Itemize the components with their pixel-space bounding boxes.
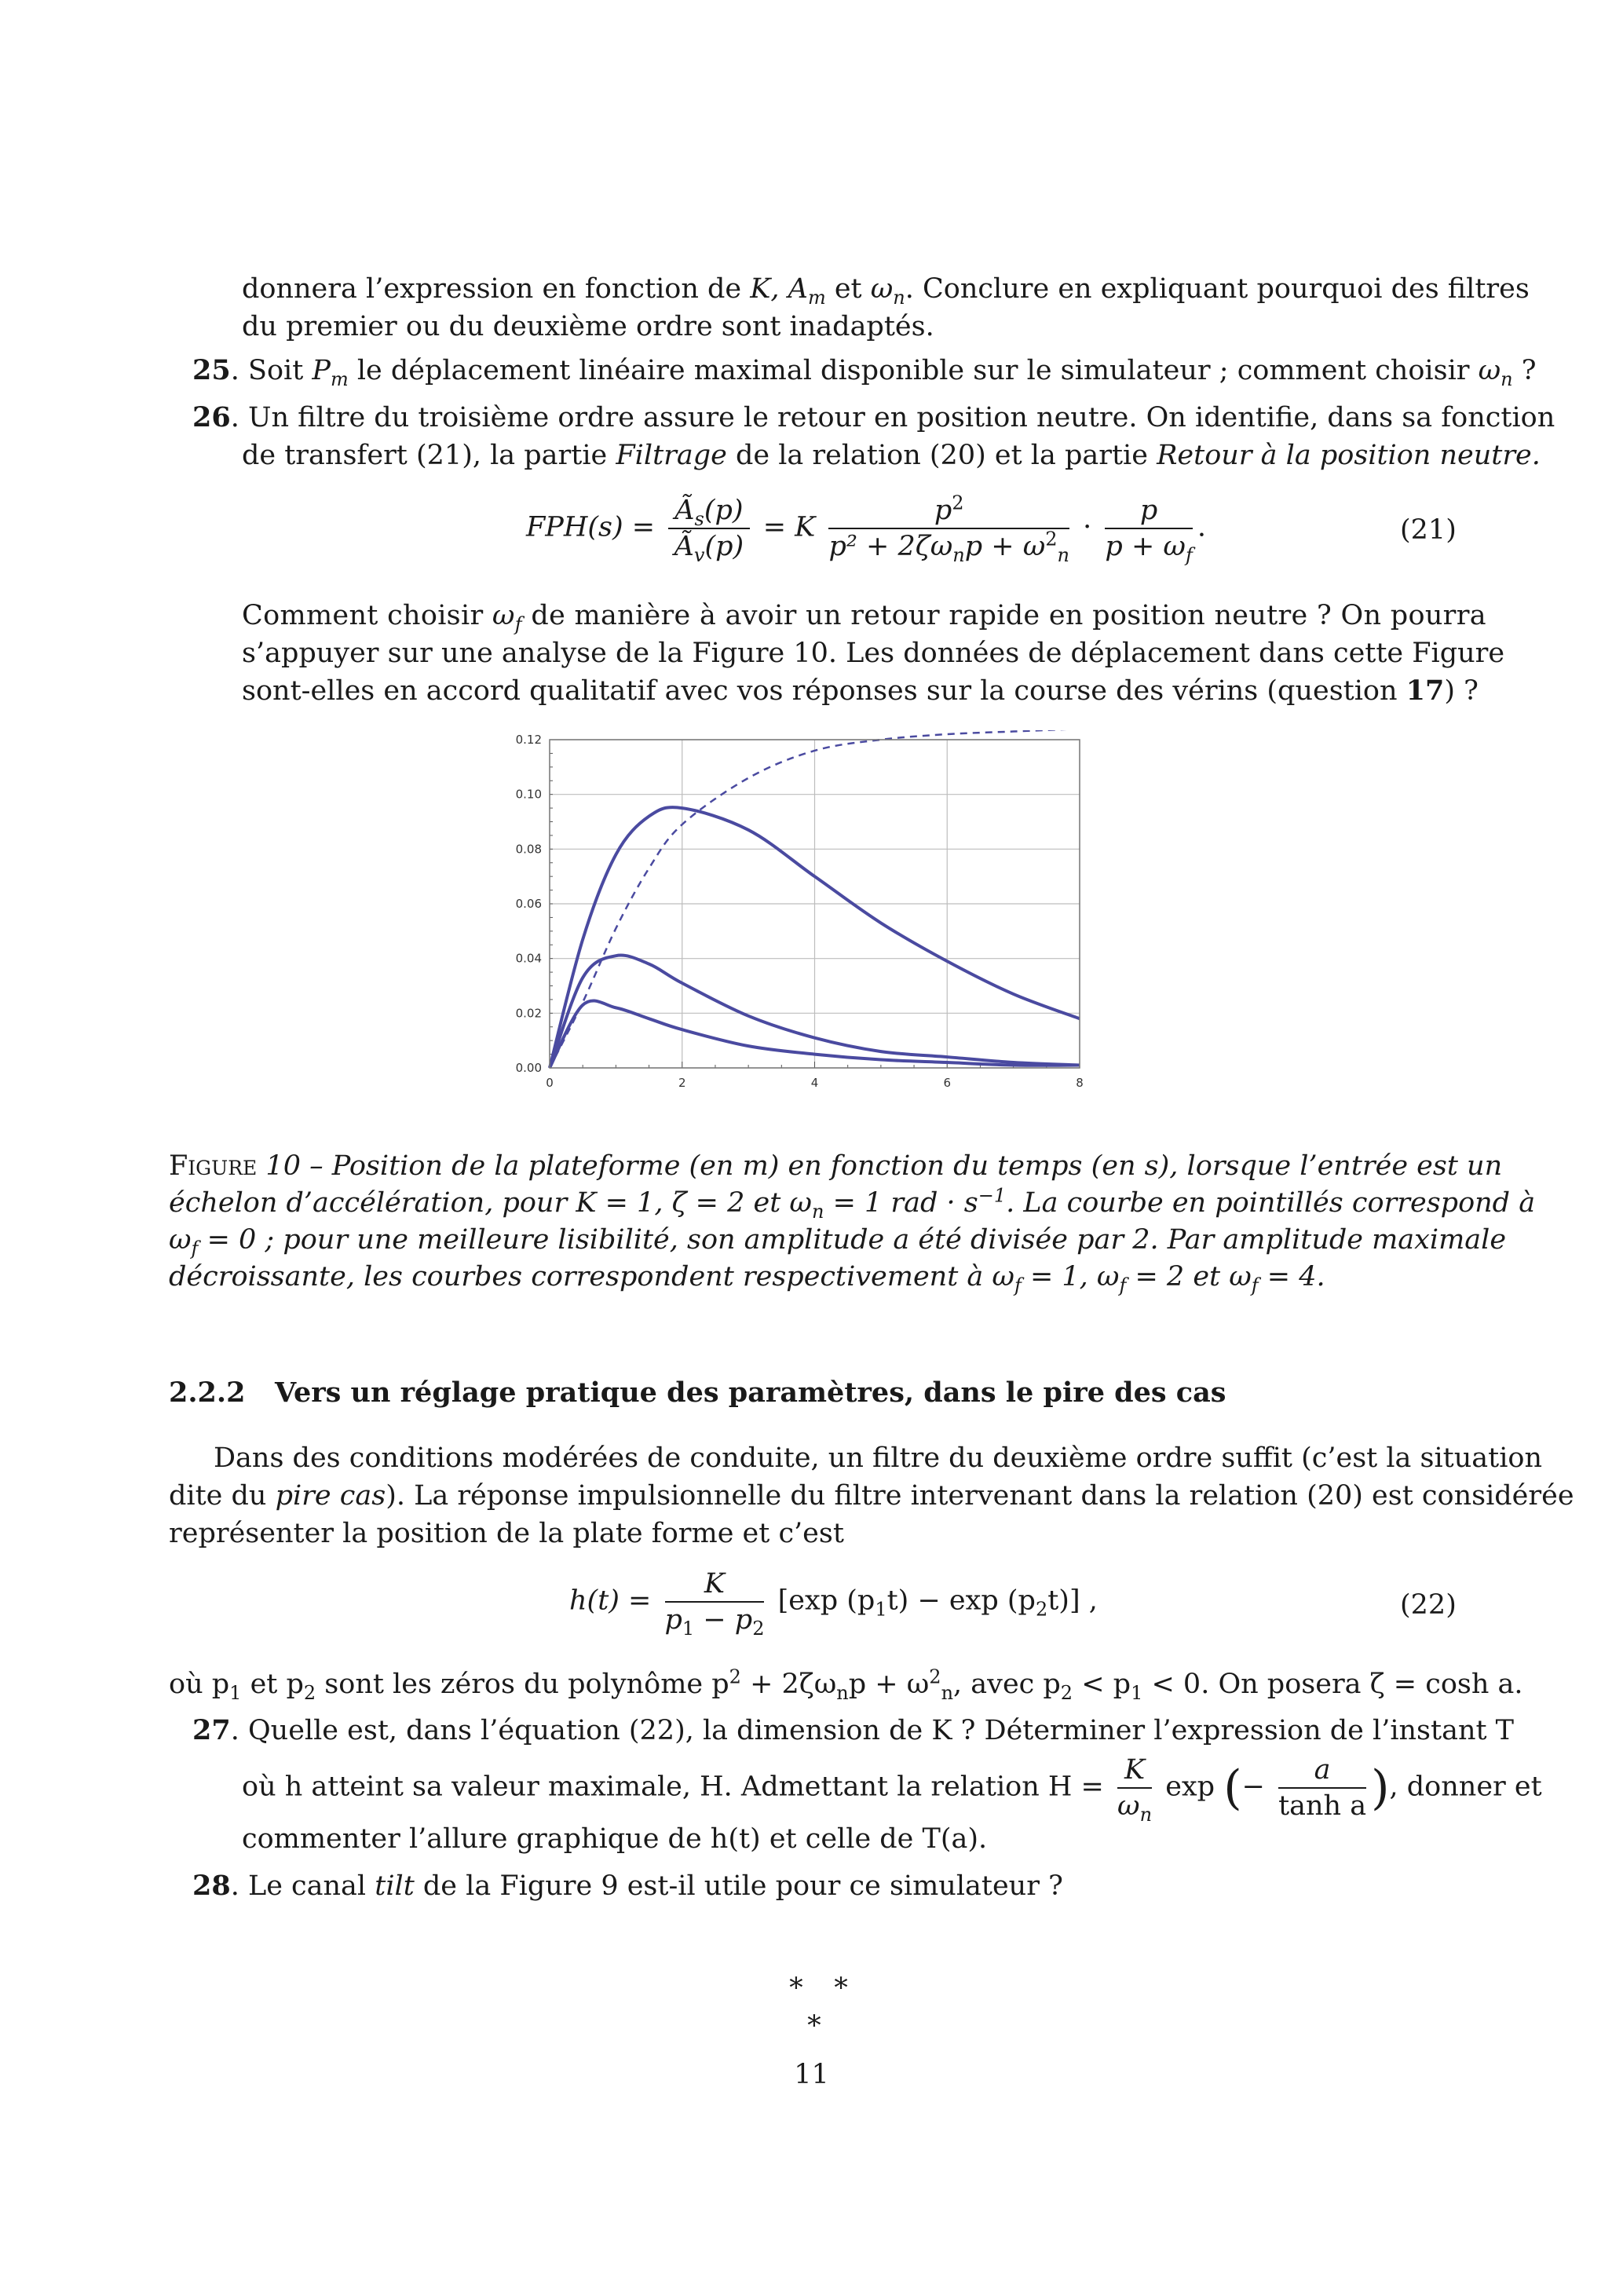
y-tick-label: 0.12	[515, 733, 542, 747]
intro-line-2: du premier ou du deuxième ordre sont inadaptés.	[242, 311, 934, 342]
paragraph-26-line-3: sont-elles en accord qualitatif avec vos réponses sur la course des vérins (question 17) ?	[242, 675, 1479, 707]
figure-10-chart	[495, 730, 1146, 1123]
section-end-stars-top: ∗ ∗	[787, 1967, 850, 1998]
equation-22-fraction: $\frac{K}{p_1 - p_2}$	[664, 1568, 765, 1640]
question-28: 28. Le canal tilt de la Figure 9 est-il utile pour ce simulateur ?	[192, 1870, 1063, 1902]
section-paragraph-line-2: dite du pire cas). La réponse impulsionnelle du filtre intervenant dans la relation (20) est considérée	[169, 1480, 1574, 1512]
question-26-line-1: 26. Un filtre du troisième ordre assure le retour en position neutre. On identifie, dans sa fonction	[192, 401, 1555, 433]
section-paragraph-line-3: représenter la position de la plate forme et c’est	[169, 1518, 844, 1549]
section-end-stars-bottom: ∗	[805, 2005, 824, 2036]
x-tick-label: 6	[943, 1076, 952, 1090]
y-tick-label: 0.08	[515, 842, 542, 857]
question-27-line-1: 27. Quelle est, dans l’équation (22), la dimension de K ? Déterminer l’expression de l’instant T	[192, 1714, 1515, 1746]
question-27-line-2: où h atteint sa valeur maximale, H. Admettant la relation H = $\frac{K}{\omega_n}$ exp (− $\frac{a}{\text{tanh a}}$ ), donner et	[242, 1754, 1542, 1826]
y-tick-label: 0.10	[515, 787, 542, 802]
chart-ticks	[516, 733, 1084, 1090]
equation-21-fraction-1: $\frac{Ã_s(p)}{Ã_v(p)}$	[668, 493, 749, 564]
zeros-line: où $p_1$ et $p_2$ sont les zéros du polynôme $p^2 + 2\zeta\omega_np + \omega^2_n$, avec $p_2 < p_1 < 0$. On posera ζ = cosh a.	[169, 1665, 1523, 1704]
y-tick-label: 0.04	[515, 951, 542, 966]
question-27-line-3: commenter l’allure graphique de h(t) et celle de T(a).	[242, 1823, 988, 1855]
y-tick-label: 0.00	[515, 1061, 542, 1075]
x-tick-label: 2	[678, 1076, 686, 1090]
figure-10-caption: Figure 10 – Position de la plateforme (en m) en fonction du temps (en s), lorsque l’entrée est un échelon d’accélération, pour K = 1, ζ = 2 et $\omega_n = 1$ rad · $s^{-1}$. La courbe en pointillés correspond à $\omega_f = 0$ ; pour une meilleure lisibilité, son amplitude a été divisée par 2. Par amplitude maximale décroissante, les courbes correspondent respectivement à $\omega_f = 1$, $\omega_f = 2$ et $\omega_f = 4$.	[169, 1150, 1536, 1296]
y-tick-label: 0.06	[515, 897, 542, 911]
question-26-line-2: de transfert (21), la partie Filtrage de la relation (20) et la partie Retour à la position neutre.	[242, 440, 1541, 471]
equation-22-number: (22)	[1400, 1589, 1457, 1621]
x-tick-label: 4	[810, 1076, 819, 1090]
y-tick-label: 0.02	[515, 1006, 542, 1021]
equation-21: FPH(s) = $\frac{Ã_s(p)}{Ã_v(p)}$ = K $\frac{p^2}{p^2 + 2\zeta\omega_np + \omega^2_n}$ · $\frac{p}{p + \omega_f}$ .	[526, 492, 1206, 566]
section-paragraph-line-1: Dans des conditions modérées de conduite, un filtre du deuxième ordre suffit (c’est la situation	[214, 1442, 1543, 1474]
question-27-fraction-1: $\frac{K}{\omega_n}$	[1117, 1754, 1153, 1826]
paragraph-26-line-1: Comment choisir $\omega_f$ de manière à avoir un retour rapide en position neutre ? On pourra	[242, 600, 1486, 635]
paragraph-26-line-2: s’appuyer sur une analyse de la Figure 10. Les données de déplacement dans cette Figure	[242, 638, 1505, 669]
x-tick-label: 8	[1076, 1076, 1084, 1090]
page-number: 11	[794, 2059, 829, 2090]
equation-21-fraction-3: $\frac{p}{p + \omega_f}$	[1105, 495, 1193, 566]
question-25: 25. Soit $P_m$ le déplacement linéaire maximal disponible sur le simulateur ; comment choisir $\omega_n$ ?	[192, 354, 1537, 390]
x-tick-label: 0	[546, 1076, 554, 1090]
equation-21-number: (21)	[1400, 514, 1457, 546]
intro-line-1: donnera l’expression en fonction de K, $A_m$ et $\omega_n$. Conclure en expliquant pourquoi des filtres	[242, 273, 1530, 309]
equation-21-fraction-2: $\frac{p^2}{p^2 + 2\zeta\omega_np + \omega^2_n}$	[828, 492, 1069, 566]
section-heading: 2.2.2 Vers un réglage pratique des paramètres, dans le pire des cas	[169, 1377, 1226, 1409]
question-27-fraction-2: $\frac{a}{\text{tanh a}}$	[1278, 1754, 1367, 1822]
equation-22: h(t) = $\frac{K}{p_1 - p_2}$ [exp $(p_1t) - \exp (p_2t)$] ,	[569, 1568, 1098, 1640]
